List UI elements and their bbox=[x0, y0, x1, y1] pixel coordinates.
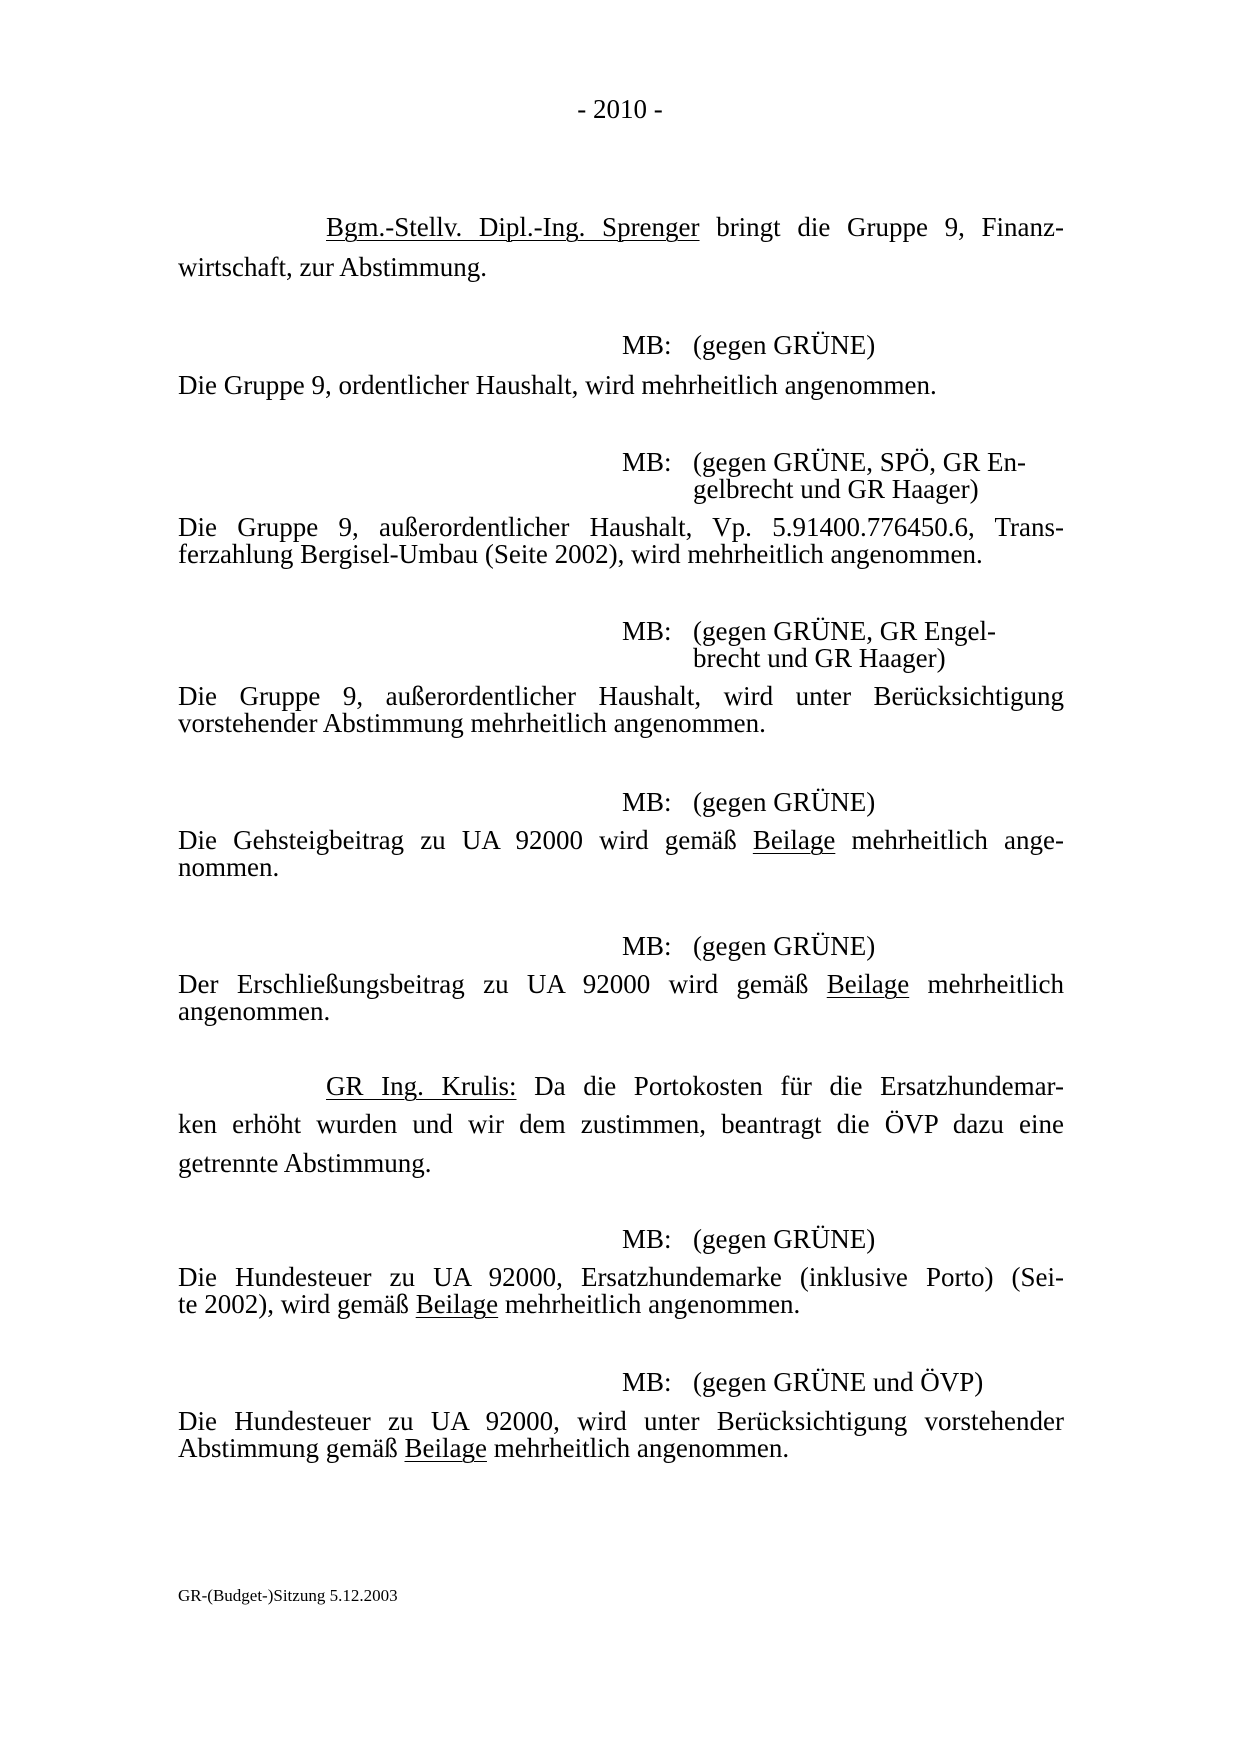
resolution-text: vorstehender Abstimmung mehrheitlich angenommen. bbox=[178, 708, 766, 738]
mb-label: MB: bbox=[622, 931, 672, 961]
mb-vote-note-cont: gelbrecht und GR Haager) bbox=[693, 474, 979, 504]
mb-vote-note: (gegen GRÜNE) bbox=[693, 1224, 876, 1254]
page-number: - 2010 - bbox=[577, 94, 663, 124]
paragraph-text: bringt die Gruppe 9, Finanz- bbox=[699, 212, 1065, 242]
resolution-text: nommen. bbox=[178, 852, 280, 882]
resolution-text: te 2002), wird gemäß bbox=[178, 1289, 416, 1319]
mb-vote-note: (gegen GRÜNE) bbox=[693, 931, 876, 961]
mb-label: MB: bbox=[622, 330, 672, 360]
mb-label: MB: bbox=[622, 787, 672, 817]
mb-vote-note: (gegen GRÜNE, SPÖ, GR En- bbox=[693, 447, 1026, 477]
paragraph-krulis-line3: getrennte Abstimmung. bbox=[178, 1148, 432, 1178]
mb-label: MB: bbox=[622, 1224, 672, 1254]
paragraph-krulis-line2: ken erhöht wurden und wir dem zustimmen, beantragt die ÖVP dazu eine bbox=[178, 1109, 1064, 1139]
beilage-link[interactable]: Beilage bbox=[404, 1433, 487, 1463]
paragraph-sprenger-line2: wirtschaft, zur Abstimmung. bbox=[178, 252, 487, 282]
mb-vote-note-cont: brecht und GR Haager) bbox=[693, 643, 946, 673]
resolution-text: Die Hundesteuer zu UA 92000, Ersatzhundemarke (inklusive Porto) (Sei- bbox=[178, 1262, 1064, 1292]
beilage-link[interactable]: Beilage bbox=[415, 1289, 499, 1319]
mb-vote-note: (gegen GRÜNE und ÖVP) bbox=[693, 1367, 984, 1397]
resolution-line bbox=[178, 971, 1064, 998]
resolution-text: mehrheitlich bbox=[909, 969, 1065, 999]
beilage-link[interactable]: Beilage bbox=[752, 825, 836, 855]
resolution-text: Die Gruppe 9, außerordentlicher Haushalt, wird unter Berücksichtigung bbox=[178, 681, 1064, 711]
mb-label: MB: bbox=[622, 616, 672, 646]
speaker-sprenger: Bgm.-Stellv. Dipl.-Ing. Sprenger bbox=[326, 212, 700, 242]
resolution-text: mehrheitlich ange- bbox=[835, 825, 1064, 855]
mb-vote-note: (gegen GRÜNE, GR Engel- bbox=[693, 616, 996, 646]
resolution-text: Die Gehsteigbeitrag zu UA 92000 wird gemäß bbox=[178, 825, 753, 855]
paragraph-text: Da die Portokosten für die Ersatzhundemar- bbox=[516, 1071, 1064, 1101]
resolution-line bbox=[178, 1435, 1064, 1462]
resolution-text: Die Gruppe 9, ordentlicher Haushalt, wird mehrheitlich angenommen. bbox=[178, 370, 937, 400]
resolution-text: Die Gruppe 9, außerordentlicher Haushalt, Vp. 5.91400.776450.6, Trans- bbox=[178, 512, 1064, 542]
resolution-text: mehrheitlich angenommen. bbox=[486, 1433, 790, 1463]
mb-label: MB: bbox=[622, 1367, 672, 1397]
resolution-text: angenommen. bbox=[178, 996, 331, 1026]
page-footer: GR-(Budget-)Sitzung 5.12.2003 bbox=[178, 1586, 398, 1605]
mb-vote-note: (gegen GRÜNE) bbox=[693, 330, 876, 360]
mb-vote-note: (gegen GRÜNE) bbox=[693, 787, 876, 817]
paragraph-krulis-line1 bbox=[326, 1071, 1064, 1101]
resolution-text: Abstimmung gemäß bbox=[178, 1433, 405, 1463]
beilage-link[interactable]: Beilage bbox=[826, 969, 910, 999]
resolution-text: Die Hundesteuer zu UA 92000, wird unter Berücksichtigung vorstehender bbox=[178, 1406, 1064, 1436]
mb-label: MB: bbox=[622, 447, 672, 477]
resolution-text: ferzahlung Bergisel-Umbau (Seite 2002), wird mehrheitlich angenommen. bbox=[178, 539, 983, 569]
resolution-text: mehrheitlich angenommen. bbox=[498, 1289, 801, 1319]
resolution-line bbox=[178, 827, 1064, 854]
resolution-line bbox=[178, 1291, 1064, 1318]
speaker-krulis: GR Ing. Krulis: bbox=[326, 1071, 517, 1101]
paragraph-sprenger-line1 bbox=[326, 212, 1064, 242]
resolution-text: Der Erschließungsbeitrag zu UA 92000 wird gemäß bbox=[178, 969, 827, 999]
